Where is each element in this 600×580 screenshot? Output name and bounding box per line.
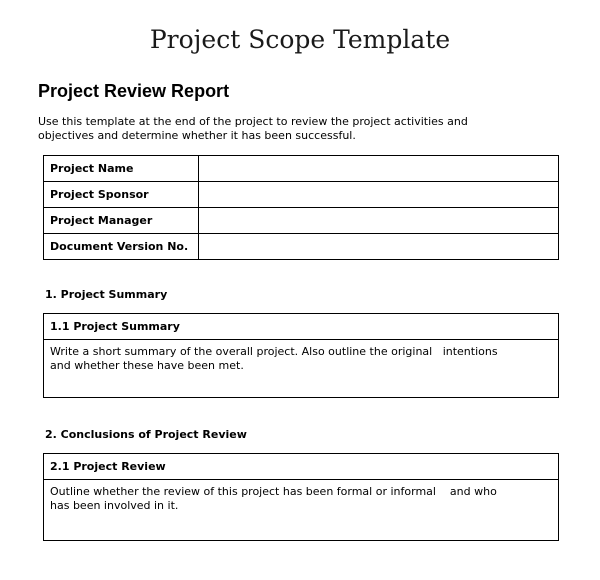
project-review-line-1: Outline whether the review of this project has been formal or informal and who	[50, 485, 497, 498]
project-manager-label: Project Manager	[44, 208, 199, 234]
project-name-field[interactable]	[199, 156, 559, 182]
table-row	[44, 234, 559, 260]
project-summary-box	[43, 313, 559, 398]
table-row	[44, 208, 559, 234]
project-name-label: Project Name	[44, 156, 199, 182]
project-summary-line-2: and whether these have been met.	[50, 359, 244, 372]
project-manager-field[interactable]	[199, 208, 559, 234]
table-row	[44, 182, 559, 208]
project-summary-text-area[interactable]	[44, 340, 558, 397]
table-row	[44, 156, 559, 182]
project-summary-line-1: Write a short summary of the overall project. Also outline the original intentions	[50, 345, 498, 358]
project-info-table	[43, 155, 559, 260]
project-sponsor-field[interactable]	[199, 182, 559, 208]
section-heading-project-summary: 1. Project Summary	[45, 288, 168, 301]
document-version-field[interactable]	[199, 234, 559, 260]
project-review-box-header: 2.1 Project Review	[44, 454, 558, 480]
project-review-text-area[interactable]	[44, 480, 558, 540]
section-heading-conclusions: 2. Conclusions of Project Review	[45, 428, 247, 441]
intro-line-1: Use this template at the end of the project to review the project activities and	[38, 115, 468, 128]
report-heading: Project Review Report	[38, 81, 230, 101]
document-version-label: Document Version No.	[44, 234, 199, 260]
project-review-box	[43, 453, 559, 541]
project-review-line-2: has been involved in it.	[50, 499, 179, 512]
intro-line-2: objectives and determine whether it has been successful.	[38, 129, 356, 142]
project-summary-box-header: 1.1 Project Summary	[44, 314, 558, 340]
intro-paragraph	[38, 115, 498, 143]
document-title: Project Scope Template	[149, 25, 451, 54]
project-sponsor-label: Project Sponsor	[44, 182, 199, 208]
